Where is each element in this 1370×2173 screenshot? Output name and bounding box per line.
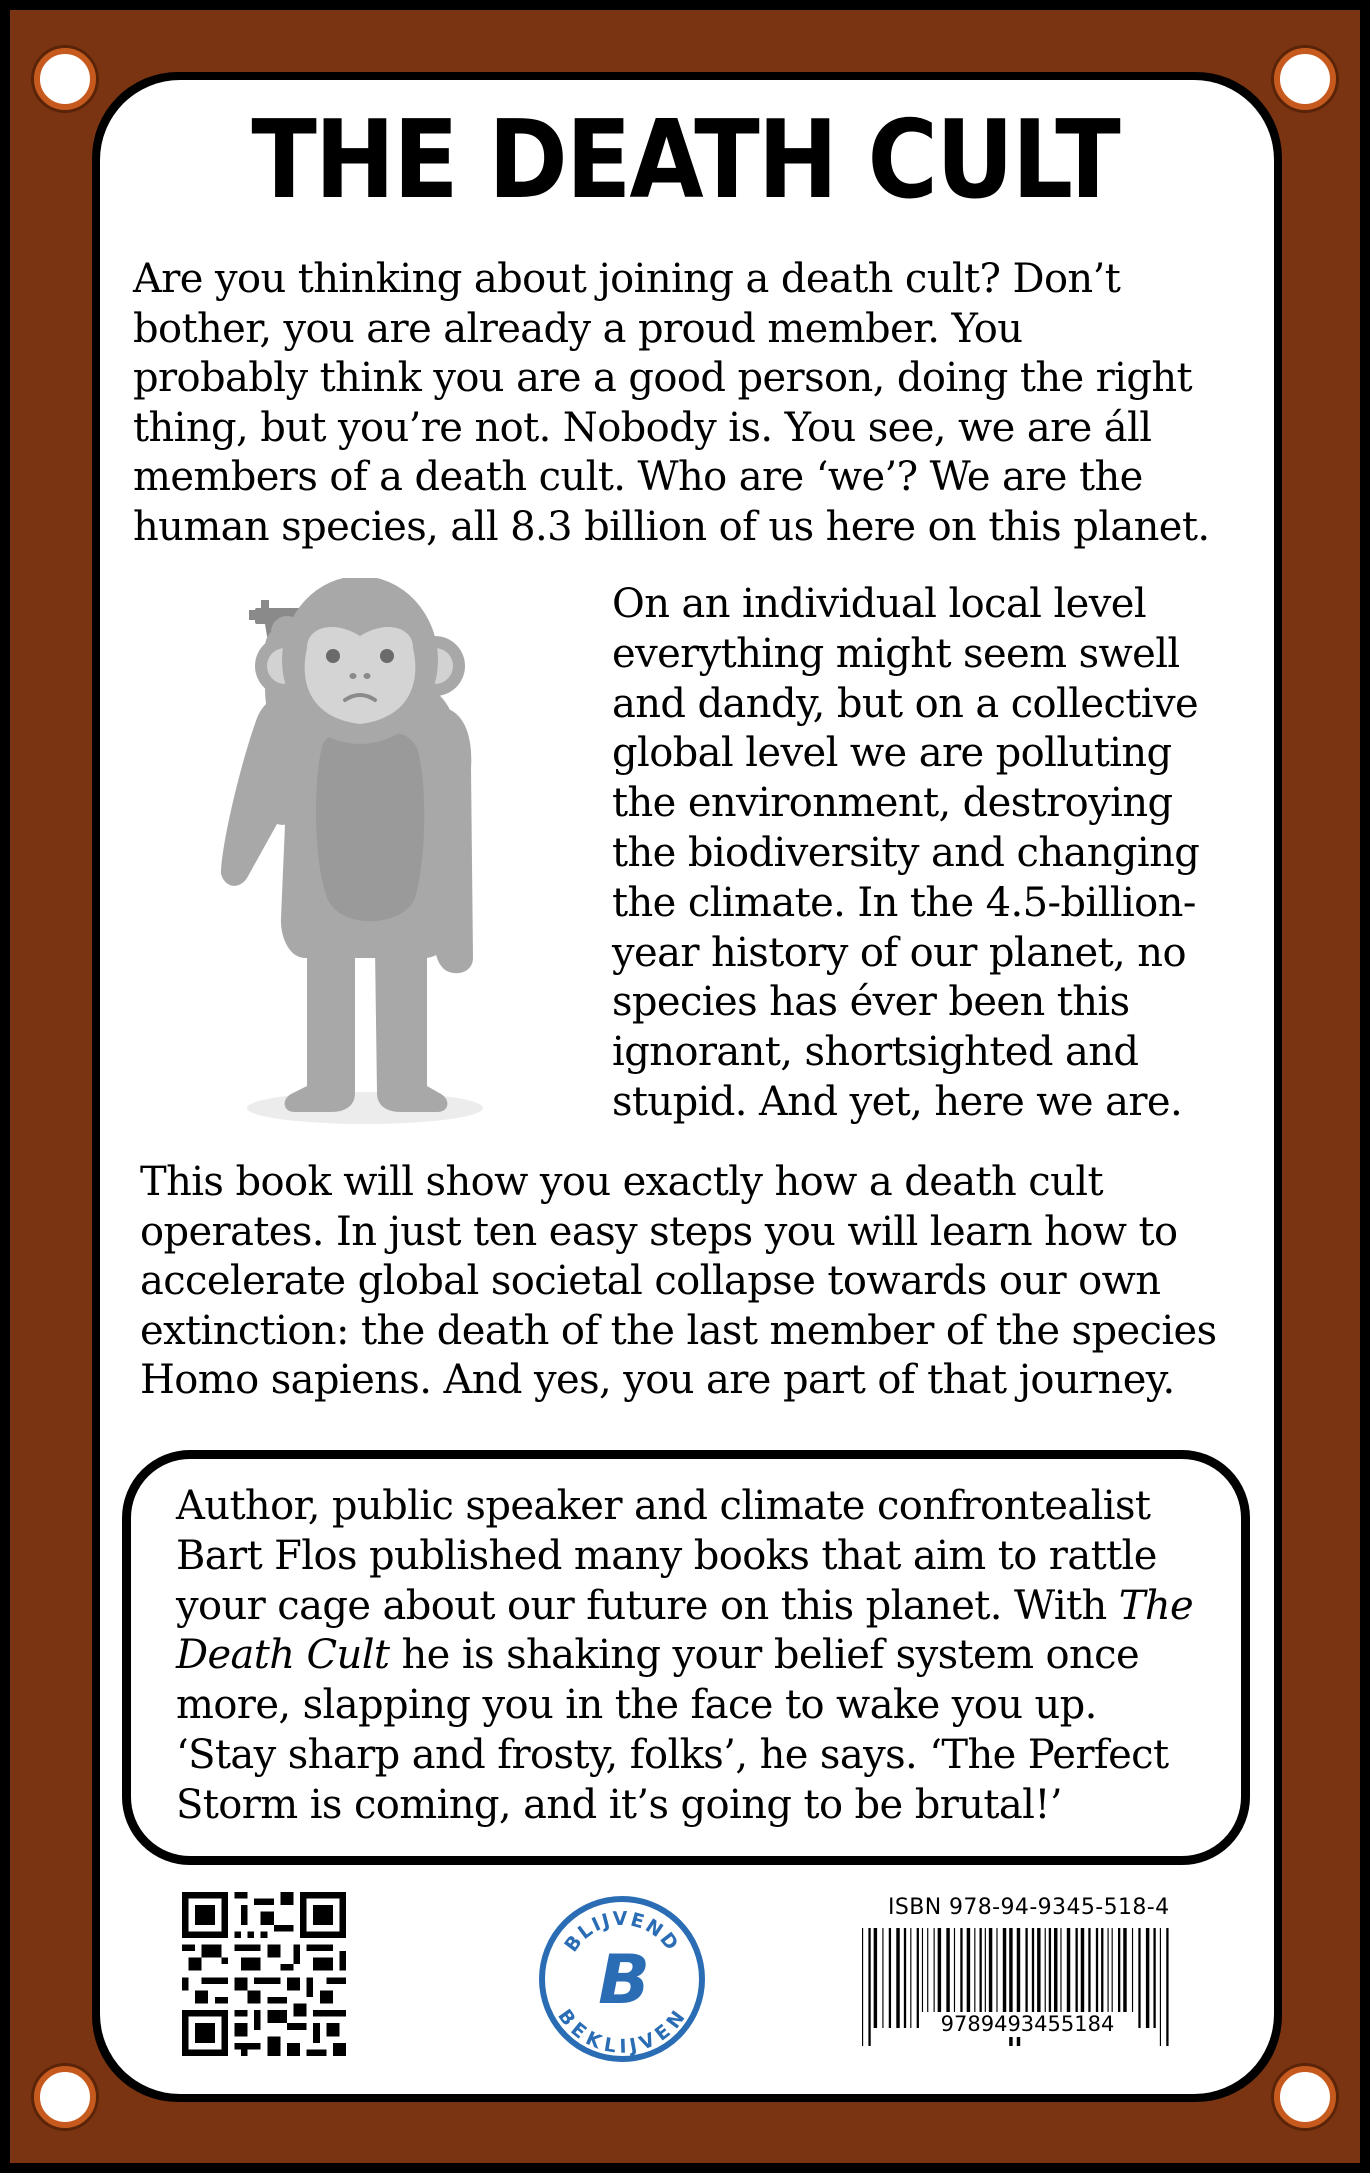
barcode-number: 9789493455184 (920, 2012, 1135, 2037)
intro-paragraph: Are you thinking about joining a death cult? Don’t bother, you are already a proud member. You probably think you are a good person, doing the right thing, but you’re not. Nobody is. You see, we are áll members of a death cult. Who are ‘we’? We are the human species, all 8.3 billion of us here on this planet. (133, 256, 1210, 550)
rivet-bottom-right (1274, 2066, 1336, 2128)
barcode-bar (917, 1928, 919, 2028)
author-bio-text-start: Author, public speaker and climate confrontealist Bart Flos published many books that aim to rattle your cage about our future on this planet. With (176, 1483, 1157, 1629)
barcode-bar (868, 1928, 870, 2046)
barcode-bar (889, 1928, 891, 2028)
ape-with-gun-illustration (195, 578, 505, 1133)
barcode-bar (1166, 1928, 1168, 2046)
publisher-logo-bottom-text: BEKLIJVEN (553, 2005, 691, 2058)
book-title: THE DEATH CULT (251, 97, 1119, 223)
collective-paragraph: On an individual local level everything might seem swell and dandy, but on a collective global level we are polluting the environment, destroying the biodiversity and changing the climate. In the 4.5-billion- year history of our planet, no species has éver been this ignorant, shortsighted and stupid. And yet, here we are. (612, 581, 1200, 1125)
rivet-top-right (1274, 48, 1336, 110)
author-bio-book-title: The Death Cult (176, 1582, 1194, 1679)
publisher-logo-letter: B (598, 1941, 650, 2020)
barcode-bar (910, 1928, 911, 2028)
author-bio-text-end: he is shaking your belief system once more, slapping you in the face to wake you up. ‘Stay sharp and frosty, folks’, he says. ‘The Perfect Storm is coming, and it’s going to be brutal!’ (176, 1632, 1169, 1828)
barcode-bar (874, 1928, 877, 2028)
barcode-bar (1138, 1928, 1140, 2028)
publisher-logo (538, 1895, 706, 2063)
barcode-bar (1146, 1928, 1149, 2028)
barcode-bar (882, 1928, 883, 2028)
author-bio-paragraph (176, 1482, 1236, 1831)
isbn-label: ISBN 978-94-9345-518-4 (888, 1895, 1170, 1920)
barcode-bar (1160, 1928, 1161, 2046)
publisher-logo-top-text: BLIJVEND (560, 1907, 684, 1957)
barcode-bar (1153, 1928, 1155, 2028)
qr-code (182, 1892, 346, 2056)
rivet-top-left (34, 48, 96, 110)
rivet-bottom-left (34, 2066, 96, 2128)
barcode-bar (904, 1928, 906, 2028)
book-summary-paragraph: This book will show you exactly how a death cult operates. In just ten easy steps you will learn how to accelerate global societal collapse towards our own extinction: the death of the last member of the species Homo sapiens. And yes, you are part of that journey. (140, 1159, 1217, 1404)
barcode-bar (862, 1928, 863, 2046)
barcode-bar (896, 1928, 899, 2028)
